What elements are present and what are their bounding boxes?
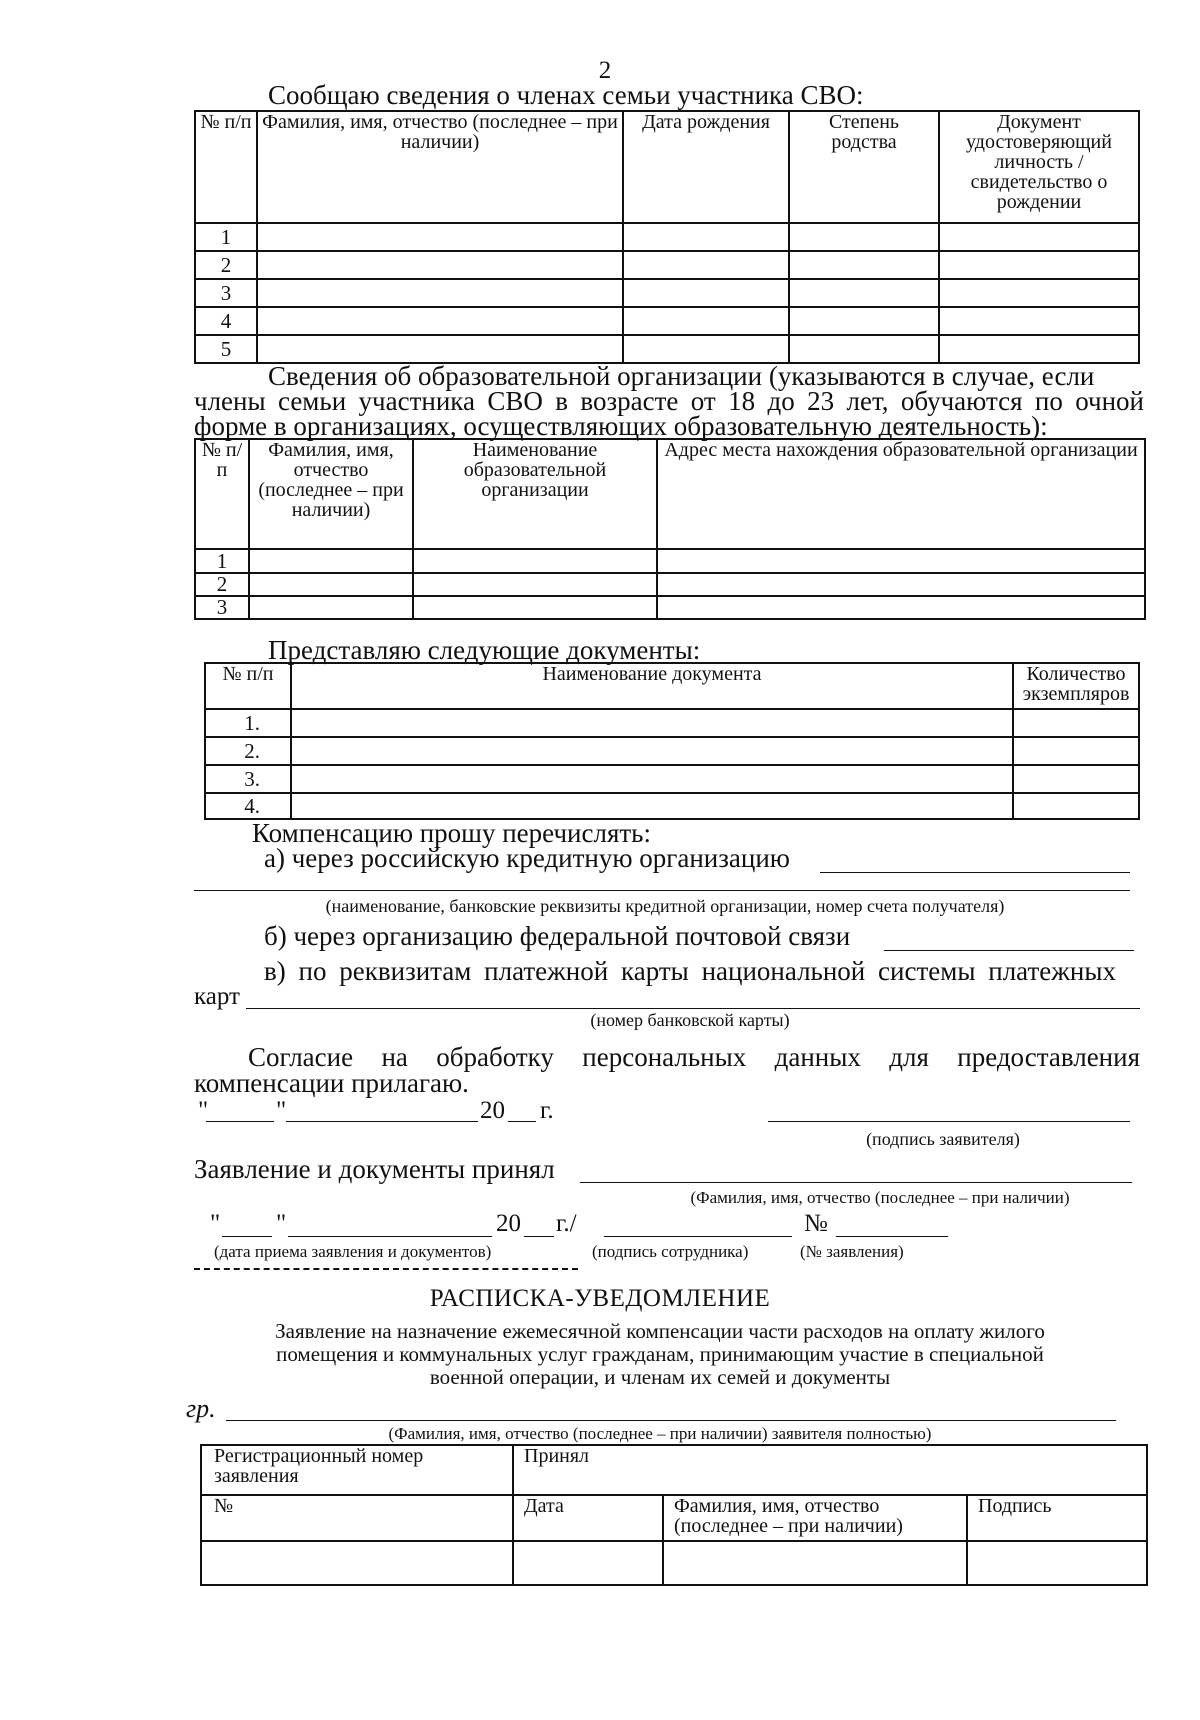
education-cell[interactable] (413, 549, 657, 573)
family-cell[interactable] (623, 251, 789, 279)
payment-option-c-caption: (номер банковской карты) (590, 1010, 790, 1030)
acceptance-year-field[interactable] (524, 1236, 554, 1237)
family-row (195, 335, 1139, 363)
documents-header-name: Наименование документа (291, 663, 1013, 709)
consent-quote-open: " (198, 1097, 209, 1124)
payment-option-c-line2: карт (194, 983, 240, 1010)
documents-row-number: 1. (205, 709, 291, 737)
education-cell[interactable] (657, 596, 1145, 619)
receipt-number-cell[interactable] (201, 1541, 513, 1585)
documents-row-number: 3. (205, 765, 291, 793)
documents-row-number: 2. (205, 737, 291, 765)
family-header-fio: Фамилия, имя, отчество (последнее – при наличии) (257, 111, 623, 223)
education-cell[interactable] (657, 549, 1145, 573)
consent-signature-caption: (подпись заявителя) (866, 1129, 1020, 1149)
acceptance-quote-close: " (276, 1210, 287, 1237)
acceptance-quote-open: " (210, 1210, 221, 1237)
education-row-number: 1 (195, 549, 249, 573)
family-cell[interactable] (623, 307, 789, 335)
receipt-date-header: Дата (513, 1495, 663, 1541)
education-heading-line1: Сведения об образовательной организации (указываются в случае, если (268, 361, 1095, 391)
documents-row (205, 793, 1139, 819)
family-cell[interactable] (623, 223, 789, 251)
education-row (195, 549, 1145, 573)
education-row-number: 3 (195, 596, 249, 619)
receipt-fio-header: Фамилия, имя, отчество (последнее – при наличии) (663, 1495, 967, 1541)
documents-cell[interactable] (291, 793, 1013, 819)
education-cell[interactable] (249, 549, 413, 573)
family-cell[interactable] (939, 307, 1139, 335)
family-header-row (195, 111, 1139, 223)
education-cell[interactable] (657, 573, 1145, 596)
education-cell[interactable] (413, 596, 657, 619)
family-cell[interactable] (257, 251, 623, 279)
family-cell[interactable] (939, 223, 1139, 251)
family-cell[interactable] (939, 335, 1139, 363)
family-row-number: 4 (195, 307, 257, 335)
documents-cell[interactable] (1013, 709, 1139, 737)
consent-day-field[interactable] (206, 1121, 274, 1122)
payment-card-number-field[interactable] (246, 1008, 1140, 1009)
family-cell[interactable] (789, 335, 939, 363)
receipt-date-cell[interactable] (513, 1541, 663, 1585)
acceptance-name-caption: (Фамилия, имя, отчество (последнее – при наличии) (690, 1188, 1070, 1207)
family-row (195, 279, 1139, 307)
acceptance-number-sign: № (804, 1210, 828, 1237)
education-cell[interactable] (249, 596, 413, 619)
family-cell[interactable] (789, 223, 939, 251)
payment-option-a-field[interactable] (820, 872, 1130, 873)
consent-year-field[interactable] (508, 1121, 536, 1122)
receipt-line1: Заявление на назначение ежемесячной компенсации части расходов на оплату жилого (275, 1319, 1045, 1343)
education-cell[interactable] (413, 573, 657, 596)
acceptance-year-suffix: г./ (556, 1210, 577, 1237)
education-row (195, 596, 1145, 619)
family-cell[interactable] (789, 251, 939, 279)
documents-header-row (205, 663, 1139, 709)
receipt-data-row (201, 1541, 1147, 1585)
documents-table (204, 662, 1140, 820)
receipt-table (200, 1444, 1148, 1586)
acceptance-date-caption: (дата приема заявления и документов) (214, 1242, 492, 1261)
receipt-header-row (201, 1445, 1147, 1495)
consent-signature-field[interactable] (768, 1121, 1130, 1122)
page-number: 2 (598, 57, 612, 84)
education-header-fio: Фамилия, имя, отчество (последнее – при наличии) (249, 439, 413, 549)
documents-cell[interactable] (291, 737, 1013, 765)
acceptance-name-field[interactable] (580, 1182, 1132, 1183)
education-heading-line2: члены семьи участника СВО в возрасте от 18 до 23 лет, обучаются по очной (194, 386, 1144, 416)
family-header-no: № п/п (195, 111, 257, 223)
cut-line (194, 1268, 578, 1270)
documents-row-number: 4. (205, 793, 291, 819)
family-cell[interactable] (789, 307, 939, 335)
education-header-org-address: Адрес места нахождения образовательной организации (657, 439, 1145, 549)
receipt-fio-cell[interactable] (663, 1541, 967, 1585)
documents-heading: Представляю следующие документы: (268, 635, 701, 665)
documents-header-no: № п/п (205, 663, 291, 709)
family-heading: Сообщаю сведения о членах семьи участника СВО: (268, 80, 864, 110)
receipt-signature-header: Подпись (967, 1495, 1147, 1541)
acceptance-day-field[interactable] (222, 1236, 272, 1237)
receipt-subheader-row (201, 1495, 1147, 1541)
documents-cell[interactable] (1013, 765, 1139, 793)
documents-cell[interactable] (291, 765, 1013, 793)
documents-cell[interactable] (1013, 737, 1139, 765)
documents-cell[interactable] (1013, 793, 1139, 819)
family-cell[interactable] (789, 279, 939, 307)
documents-header-count: Количество экземпляров (1013, 663, 1139, 709)
documents-cell[interactable] (291, 709, 1013, 737)
family-header-relation: Степень родства (789, 111, 939, 223)
acceptance-number-caption: (№ заявления) (800, 1242, 904, 1261)
payment-bank-details-field[interactable] (194, 890, 1130, 891)
consent-year-prefix: 20 (480, 1097, 505, 1124)
payment-heading: Компенсацию прошу перечислять: (252, 818, 651, 848)
family-row (195, 307, 1139, 335)
family-row-number: 1 (195, 223, 257, 251)
family-table (194, 110, 1140, 364)
family-row-number: 5 (195, 335, 257, 363)
family-row-number: 2 (195, 251, 257, 279)
receipt-line3: военной операции, и членам их семей и документы (429, 1365, 891, 1389)
acceptance-year-prefix: 20 (496, 1210, 521, 1237)
family-cell[interactable] (257, 307, 623, 335)
family-row (195, 223, 1139, 251)
payment-option-a: а) через российскую кредитную организацию (264, 843, 790, 873)
payment-option-a-caption: (наименование, банковские реквизиты кредитной организации, номер счета получателя) (325, 896, 1005, 916)
documents-row (205, 737, 1139, 765)
family-cell[interactable] (623, 279, 789, 307)
education-heading-line3: форме в организациях, осуществляющих образовательную деятельность): (194, 411, 1048, 441)
family-header-document: Документ удостоверяющий личность /свидетельство о рождении (939, 111, 1139, 223)
education-cell[interactable] (249, 573, 413, 596)
family-row-number: 3 (195, 279, 257, 307)
education-header-row (195, 439, 1145, 549)
consent-line1: Согласие на обработку персональных данных для предоставления (248, 1042, 1140, 1072)
family-cell[interactable] (257, 279, 623, 307)
receipt-citizen-prefix: гр. (186, 1394, 216, 1423)
education-row (195, 573, 1145, 596)
acceptance-number-field[interactable] (836, 1236, 948, 1237)
family-cell[interactable] (939, 279, 1139, 307)
documents-row (205, 765, 1139, 793)
education-header-org-name: Наименование образовательной организации (413, 439, 657, 549)
consent-quote-close: " (276, 1097, 287, 1124)
receipt-reg-number-header: Регистрационный номер заявления (201, 1445, 513, 1495)
receipt-number-header: № (201, 1495, 513, 1541)
receipt-title: РАСПИСКА-УВЕДОМЛЕНИЕ (429, 1285, 771, 1312)
acceptance-signature-field[interactable] (604, 1236, 792, 1237)
family-cell[interactable] (257, 223, 623, 251)
family-row (195, 251, 1139, 279)
education-row-number: 2 (195, 573, 249, 596)
acceptance-month-field[interactable] (288, 1236, 492, 1237)
consent-year-suffix: г. (540, 1097, 554, 1124)
family-cell[interactable] (257, 335, 623, 363)
acceptance-sign-caption: (подпись сотрудника) (592, 1242, 749, 1261)
family-cell[interactable] (623, 335, 789, 363)
receipt-accepted-header: Принял (513, 1445, 1147, 1495)
receipt-citizen-field[interactable] (226, 1420, 1116, 1421)
payment-option-c-line1: в) по реквизитам платежной карты национальной системы платежных (264, 956, 1116, 986)
receipt-signature-cell[interactable] (967, 1541, 1147, 1585)
payment-option-b: б) через организацию федеральной почтовой связи (264, 921, 851, 951)
receipt-text (180, 1320, 1140, 1389)
receipt-line2: помещения и коммунальных услуг гражданам, принимающим участие в специальной (276, 1342, 1044, 1366)
consent-month-field[interactable] (286, 1121, 478, 1122)
education-header-no: № п/п (195, 439, 249, 549)
acceptance-label: Заявление и документы принял (194, 1154, 555, 1184)
education-table (194, 438, 1146, 620)
consent-line2: компенсации прилагаю. (194, 1068, 469, 1098)
family-cell[interactable] (939, 251, 1139, 279)
documents-row (205, 709, 1139, 737)
receipt-citizen-caption: (Фамилия, имя, отчество (последнее – при наличии) заявителя полностью) (388, 1424, 932, 1443)
family-header-birthdate: Дата рождения (623, 111, 789, 223)
payment-option-b-field[interactable] (884, 950, 1134, 951)
